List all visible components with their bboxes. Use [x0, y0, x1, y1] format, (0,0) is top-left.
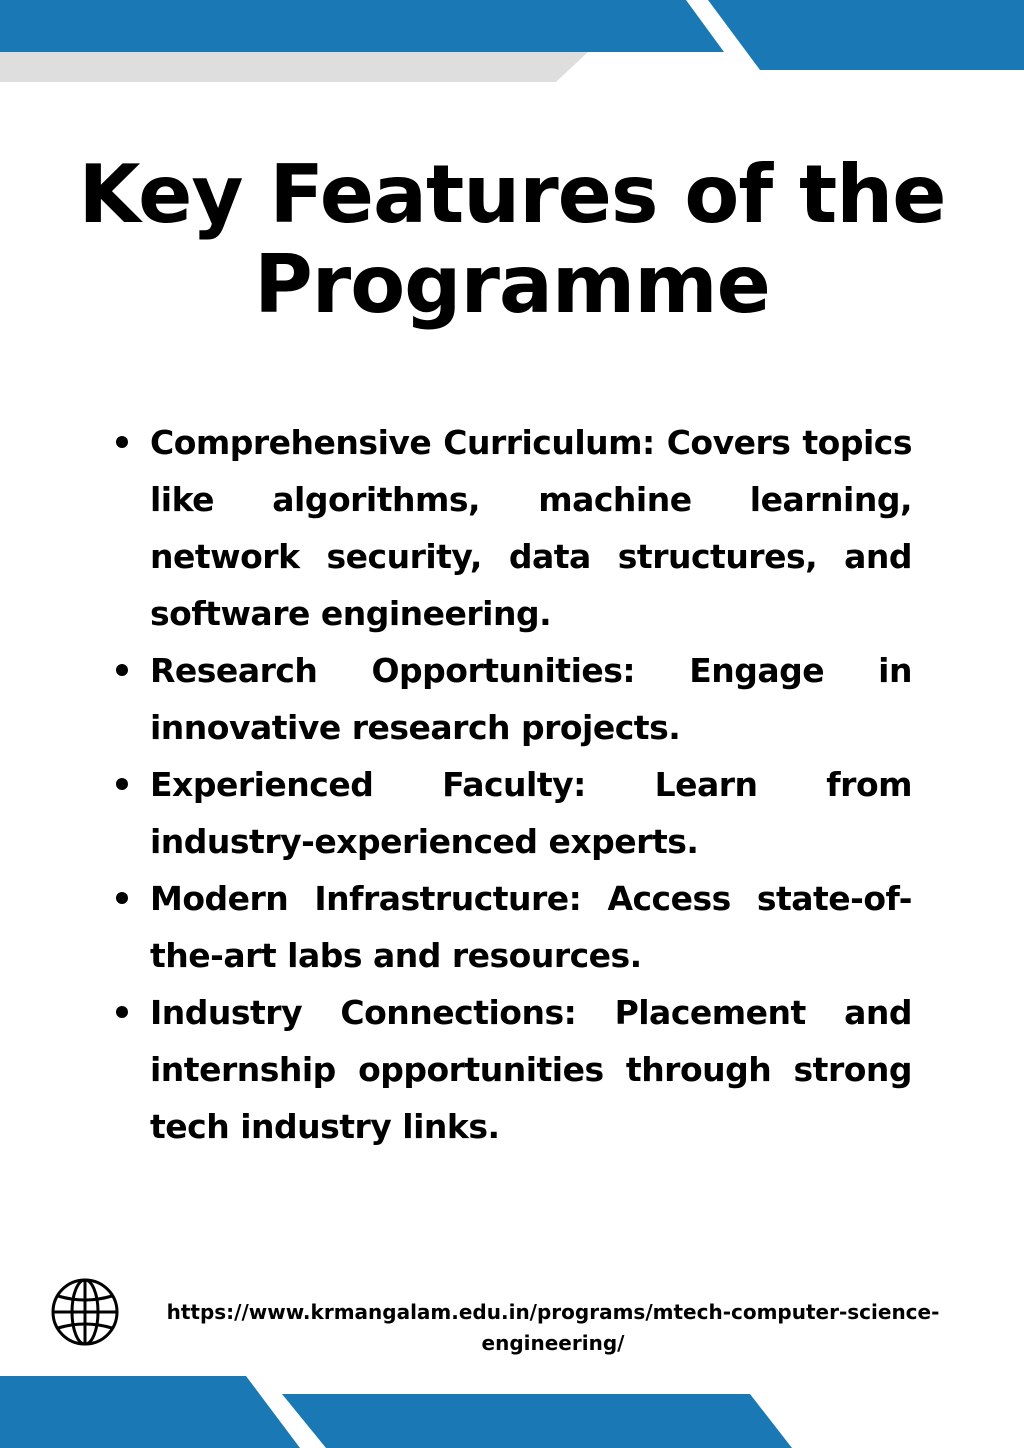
top-blue-band-right [708, 0, 1024, 70]
bottom-blue-band-left [0, 1376, 300, 1448]
feature-description: Learn from industry-experienced experts. [150, 765, 912, 861]
program-url-line-1: https://www.krmangalam.edu.in/programs/mtech-computer-science- [166, 1300, 940, 1324]
feature-description: Covers topics like algorithms, machine learning, network security, data structures, and software engineering. [150, 423, 912, 633]
feature-label: Modern Infrastructure: [150, 879, 582, 918]
program-url[interactable] [100, 1297, 1006, 1359]
feature-item-infrastructure [150, 870, 912, 984]
feature-item-faculty [150, 756, 912, 870]
top-blue-band-left [0, 0, 724, 52]
feature-label: Research Opportunities: [150, 651, 636, 690]
feature-description: Engage in innovative research projects. [150, 651, 912, 747]
feature-label: Experienced Faculty: [150, 765, 586, 804]
page-title [0, 150, 1024, 330]
top-decorative-band [0, 0, 1024, 82]
feature-label: Comprehensive Curriculum: [150, 423, 655, 462]
feature-list [150, 414, 912, 1155]
feature-label: Industry Connections: [150, 993, 577, 1032]
bottom-blue-band-right [282, 1394, 792, 1448]
feature-item-curriculum [150, 414, 912, 642]
page-title-line-1: Key Features of the [78, 148, 946, 241]
feature-item-research [150, 642, 912, 756]
program-url-line-2: engineering/ [481, 1331, 625, 1355]
bottom-decorative-band [0, 1376, 1024, 1448]
page-title-line-2: Programme [254, 238, 770, 331]
feature-description: Access state-of-the-art labs and resources. [150, 879, 912, 975]
feature-description: Placement and internship opportunities through strong tech industry links. [150, 993, 912, 1146]
feature-item-industry [150, 984, 912, 1155]
top-gray-stripe [0, 52, 588, 82]
